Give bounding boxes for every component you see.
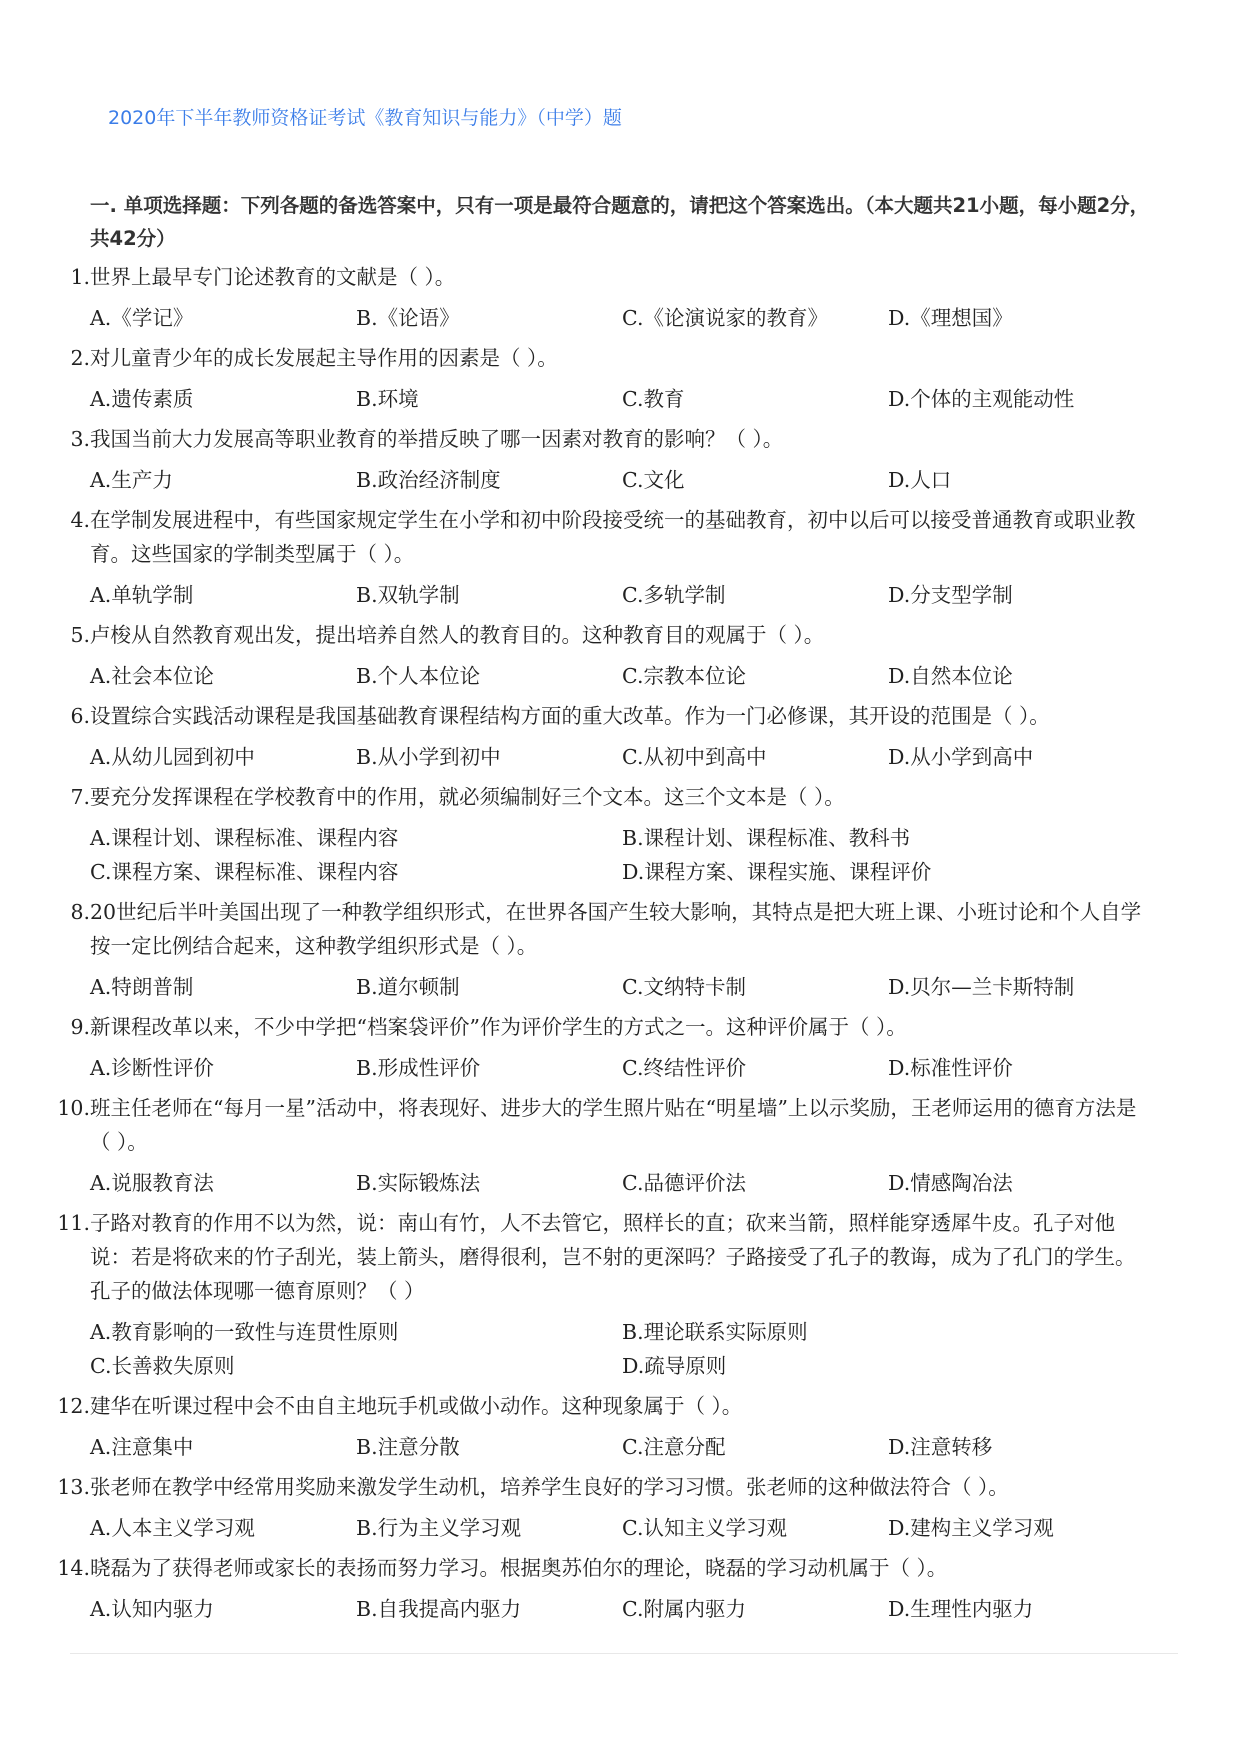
question-text-block (0, 503, 1150, 571)
answer-option: C.长善救失原则 (90, 1354, 235, 1378)
question-text: 要充分发挥课程在学校教育中的作用，就必须编制好三个文本。这三个文本是（ ）。 (90, 785, 845, 809)
options-row (0, 463, 1240, 497)
answer-option: D.标准性评价 (888, 1056, 1013, 1080)
question-number: 13. (57, 1475, 90, 1499)
answer-option: C.课程方案、课程标准、课程内容 (90, 860, 399, 884)
question-text-block (0, 895, 1150, 963)
answer-option: C.《论演说家的教育》 (622, 306, 828, 330)
answer-option: B.注意分散 (356, 1435, 460, 1459)
options-row (0, 1315, 1240, 1383)
answer-option: A.单轨学制 (90, 583, 194, 607)
question-number: 7. (70, 785, 90, 809)
options-row (0, 1592, 1240, 1626)
answer-option: A.人本主义学习观 (90, 1516, 255, 1540)
answer-option: B.实际锻炼法 (356, 1171, 481, 1195)
question-text: 班主任老师在“每月一星”活动中，将表现好、进步大的学生照片贴在“明星墙”上以示奖励，王老师运用的德育方法是（ ）。 (90, 1096, 1137, 1154)
answer-option: B.自我提高内驱力 (356, 1597, 522, 1621)
question-item (0, 1010, 1240, 1085)
options-row (0, 1166, 1240, 1200)
question-text-block (0, 1091, 1150, 1159)
answer-option: C.终结性评价 (622, 1056, 746, 1080)
options-row (0, 1430, 1240, 1464)
answer-option: B.个人本位论 (356, 664, 481, 688)
answer-option: D.贝尔—兰卡斯特制 (888, 975, 1075, 999)
question-number: 3. (70, 427, 90, 451)
question-item (0, 895, 1240, 1004)
question-number: 5. (70, 623, 90, 647)
question-text: 子路对教育的作用不以为然，说：南山有竹，人不去管它，照样长的直；砍来当箭，照样能穿透犀牛皮。孔子对他说：若是将砍来的竹子刮光，装上箭头，磨得很利，岂不射的更深吗？子路接受了孔子的教诲，成为了孔门的学生。孔子的做法体现哪一德育原则？（ ） (90, 1211, 1136, 1303)
question-text-block (0, 422, 1150, 456)
options-row (0, 821, 1240, 889)
answer-option: A.遗传素质 (90, 387, 194, 411)
question-item (0, 618, 1240, 693)
answer-option: C.品德评价法 (622, 1171, 746, 1195)
options-row (0, 659, 1240, 693)
question-item (0, 1091, 1240, 1200)
question-text-block (0, 1389, 1150, 1423)
question-item (0, 1551, 1240, 1626)
question-text: 对儿童青少年的成长发展起主导作用的因素是（ ）。 (90, 346, 558, 370)
question-text-block (0, 780, 1150, 814)
answer-option: B.道尔顿制 (356, 975, 460, 999)
answer-option: D.建构主义学习观 (888, 1516, 1054, 1540)
answer-option: B.双轨学制 (356, 583, 460, 607)
question-number: 14. (57, 1556, 90, 1580)
answer-option: B.理论联系实际原则 (622, 1320, 808, 1344)
options-row (0, 301, 1240, 335)
question-number: 2. (70, 346, 90, 370)
answer-option: D.课程方案、课程实施、课程评价 (622, 860, 932, 884)
document-title: 2020年下半年教师资格证考试《教育知识与能力》（中学）题 (108, 107, 622, 129)
answer-option: C.注意分配 (622, 1435, 726, 1459)
question-text: 设置综合实践活动课程是我国基础教育课程结构方面的重大改革。作为一门必修课，其开设的范围是（ ）。 (90, 704, 1050, 728)
answer-option: A.课程计划、课程标准、课程内容 (90, 826, 399, 850)
answer-option: C.文化 (622, 468, 685, 492)
question-text: 世界上最早专门论述教育的文献是（ ）。 (90, 265, 456, 289)
question-number: 1. (70, 265, 90, 289)
question-text-block (0, 699, 1150, 733)
question-item (0, 780, 1240, 889)
answer-option: C.文纳特卡制 (622, 975, 746, 999)
answer-option: C.附属内驱力 (622, 1597, 746, 1621)
question-text: 新课程改革以来，不少中学把“档案袋评价”作为评价学生的方式之一。这种评价属于（ ）。 (90, 1015, 907, 1039)
options-row (0, 1051, 1240, 1085)
answer-option: B.形成性评价 (356, 1056, 481, 1080)
options-row (0, 970, 1240, 1004)
answer-option: A.认知内驱力 (90, 1597, 214, 1621)
answer-option: A.生产力 (90, 468, 173, 492)
question-number: 10. (57, 1096, 90, 1120)
options-row (0, 1511, 1240, 1545)
answer-option: A.从幼儿园到初中 (90, 745, 255, 769)
question-item (0, 341, 1240, 416)
answer-option: D.从小学到高中 (888, 745, 1034, 769)
question-text-block (0, 1010, 1150, 1044)
answer-option: D.疏导原则 (622, 1354, 727, 1378)
answer-option: B.行为主义学习观 (356, 1516, 522, 1540)
answer-option: A.注意集中 (90, 1435, 194, 1459)
section-heading: 一. 单项选择题：下列各题的备选答案中，只有一项是最符合题意的，请把这个答案选出。（本大题共21小题，每小题2分，共42分） (90, 194, 1150, 250)
question-item (0, 1470, 1240, 1545)
answer-option: A.教育影响的一致性与连贯性原则 (90, 1320, 399, 1344)
question-text: 20世纪后半叶美国出现了一种教学组织形式，在世界各国产生较大影响，其特点是把大班上课、小班讨论和个人自学按一定比例结合起来，这种教学组织形式是（ ）。 (90, 900, 1142, 958)
answer-option: D.自然本位论 (888, 664, 1013, 688)
answer-option: B.课程计划、课程标准、教科书 (622, 826, 911, 850)
question-number: 4. (70, 508, 90, 532)
answer-option: B.环境 (356, 387, 419, 411)
answer-option: C.多轨学制 (622, 583, 726, 607)
question-text-block (0, 1206, 1150, 1308)
answer-option: C.从初中到高中 (622, 745, 767, 769)
options-row (0, 382, 1240, 416)
answer-option: A.《学记》 (90, 306, 194, 330)
options-row (0, 740, 1240, 774)
answer-option: C.宗教本位论 (622, 664, 746, 688)
answer-option: D.人口 (888, 468, 952, 492)
answer-option: D.注意转移 (888, 1435, 993, 1459)
question-text-block (0, 618, 1150, 652)
page-divider (70, 1653, 1178, 1654)
answer-option: A.诊断性评价 (90, 1056, 214, 1080)
question-text: 卢梭从自然教育观出发，提出培养自然人的教育目的。这种教育目的观属于（ ）。 (90, 623, 825, 647)
question-item (0, 260, 1240, 335)
question-text-block (0, 1470, 1150, 1504)
question-text-block (0, 260, 1150, 294)
question-text: 晓磊为了获得老师或家长的表扬而努力学习。根据奥苏伯尔的理论，晓磊的学习动机属于（ ）。 (90, 1556, 948, 1580)
answer-option: D.《理想国》 (888, 306, 1013, 330)
answer-option: A.特朗普制 (90, 975, 194, 999)
answer-option: D.情感陶冶法 (888, 1171, 1013, 1195)
options-row (0, 578, 1240, 612)
question-item (0, 1389, 1240, 1464)
question-text: 建华在听课过程中会不由自主地玩手机或做小动作。这种现象属于（ ）。 (90, 1394, 743, 1418)
answer-option: D.分支型学制 (888, 583, 1013, 607)
answer-option: A.社会本位论 (90, 664, 214, 688)
question-text: 我国当前大力发展高等职业教育的举措反映了哪一因素对教育的影响？（ ）。 (90, 427, 784, 451)
question-item (0, 503, 1240, 612)
question-text-block (0, 1551, 1150, 1585)
answer-option: D.个体的主观能动性 (888, 387, 1075, 411)
question-number: 6. (70, 704, 90, 728)
answer-option: A.说服教育法 (90, 1171, 214, 1195)
question-number: 8. (70, 900, 90, 924)
question-text: 张老师在教学中经常用奖励来激发学生动机，培养学生良好的学习习惯。张老师的这种做法符合（ ）。 (90, 1475, 1009, 1499)
question-number: 12. (57, 1394, 90, 1418)
question-item (0, 422, 1240, 497)
answer-option: B.政治经济制度 (356, 468, 501, 492)
answer-option: D.生理性内驱力 (888, 1597, 1034, 1621)
answer-option: B.《论语》 (356, 306, 460, 330)
question-item (0, 1206, 1240, 1383)
question-text: 在学制发展进程中，有些国家规定学生在小学和初中阶段接受统一的基础教育，初中以后可以接受普通教育或职业教育。这些国家的学制类型属于（ ）。 (90, 508, 1136, 566)
question-number: 11. (57, 1211, 90, 1235)
question-item (0, 699, 1240, 774)
question-list (0, 260, 1240, 1626)
question-text-block (0, 341, 1150, 375)
answer-option: B.从小学到初中 (356, 745, 501, 769)
answer-option: C.认知主义学习观 (622, 1516, 787, 1540)
question-number: 9. (70, 1015, 90, 1039)
answer-option: C.教育 (622, 387, 685, 411)
